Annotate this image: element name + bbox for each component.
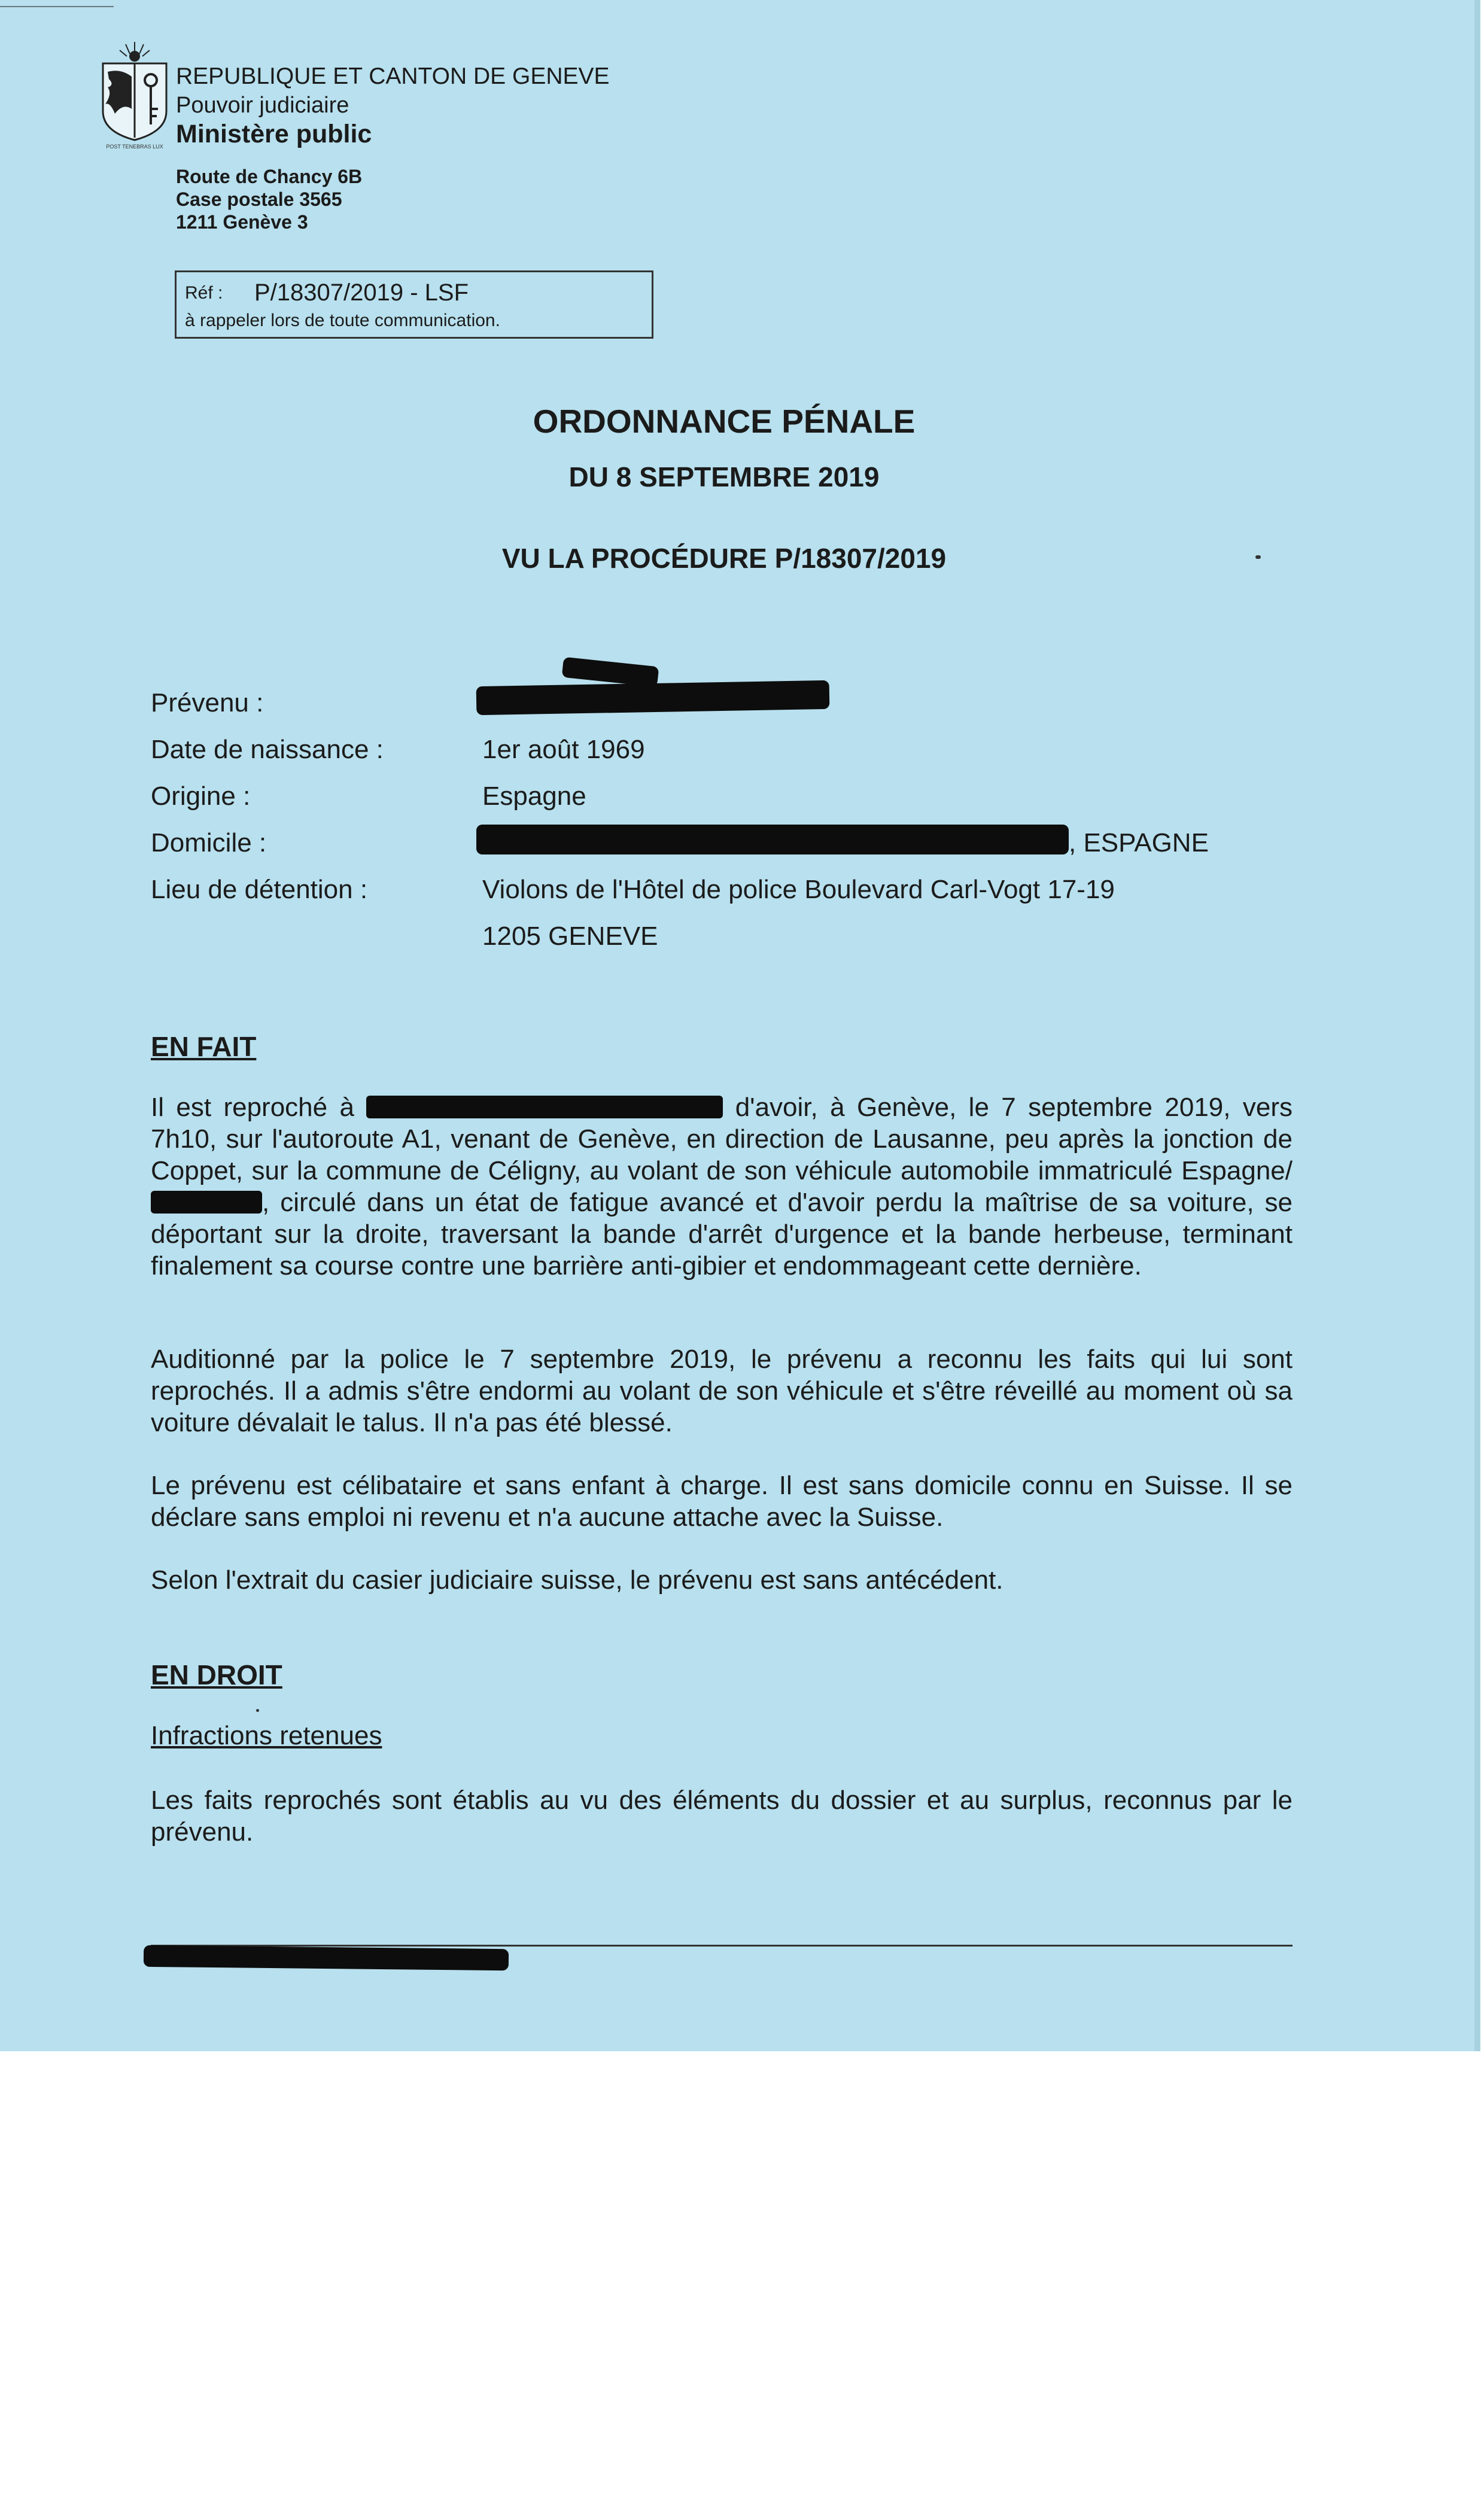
origin-label: Origine : <box>151 781 251 811</box>
redaction-footer <box>144 1945 509 1970</box>
birth-date-label: Date de naissance : <box>151 735 384 764</box>
geneva-crest-logo <box>97 37 172 150</box>
procedure-reference: VU LA PROCÉDURE P/18307/2019 <box>501 543 947 574</box>
birth-date-value: 1er août 1969 <box>482 735 645 764</box>
reference-label: Réf : <box>185 283 223 303</box>
prevenu-label: Prévenu : <box>151 688 264 717</box>
detention-label: Lieu de détention : <box>151 875 368 904</box>
issuer-line-ministry: Ministère public <box>176 120 372 148</box>
reference-note: à rappeler lors de toute communication. <box>185 311 500 330</box>
section-heading-en-droit: EN DROIT <box>151 1659 282 1690</box>
facts-paragraph-3: Le prévenu est célibataire et sans enfant à charge. Il est sans domicile connu en Suisse. Il se déclare sans emploi ni revenu et n'a aucune attache avec la Suisse. <box>151 1471 1293 1532</box>
document-date: DU 8 SEPTEMBRE 2019 <box>568 461 880 492</box>
facts-text: Il est reproché à <box>151 1093 354 1122</box>
reference-box <box>175 270 653 339</box>
scan-artifact-line <box>0 6 114 7</box>
issuer-address <box>176 165 362 233</box>
scan-speck <box>1255 555 1261 559</box>
page-edge-shadow <box>1474 0 1480 2051</box>
issuer-header <box>176 62 610 148</box>
address-line: Case postale 3565 <box>176 188 342 210</box>
section-heading-en-fait: EN FAIT <box>151 1031 257 1062</box>
redaction-name-inline <box>366 1096 723 1118</box>
domicile-country: , ESPAGNE <box>1069 828 1209 857</box>
footer-rule <box>151 1945 1293 1947</box>
facts-paragraph-1 <box>151 1091 1293 1282</box>
origin-value: Espagne <box>482 781 586 811</box>
address-line: Route de Chancy 6B <box>176 166 363 187</box>
facts-text: d'avoir, à Genève, le 7 septembre 2019, vers 7h10, sur l'autoroute A1, venant de Genève, en direction de Lausanne, peu après la jonction de Coppet, sur la commune de Céligny, au volant de son véhicule automobile immatriculé Espagne/ <box>151 1093 1293 1185</box>
detention-city: 1205 GENEVE <box>482 922 658 951</box>
svg-text:POST TENEBRAS LUX: POST TENEBRAS LUX <box>106 144 163 150</box>
facts-paragraph-2: Auditionné par la police le 7 septembre 2019, le prévenu a reconnu les faits qui lui sont reprochés. Il a admis s'être endormi au volant de son véhicule et s'être réveillé au moment où sa voiture dévalait le talus. Il n'a pas été blessé. <box>151 1345 1293 1437</box>
subsection-heading-infractions: Infractions retenues <box>151 1721 382 1750</box>
redaction-plate <box>151 1191 262 1214</box>
issuer-line-republic: REPUBLIQUE ET CANTON DE GENEVE <box>176 63 610 89</box>
facts-paragraph-4: Selon l'extrait du casier judiciaire suisse, le prévenu est sans antécédent. <box>151 1565 1003 1595</box>
issuer-line-judiciary: Pouvoir judiciaire <box>176 93 349 118</box>
address-line: 1211 Genève 3 <box>176 211 308 233</box>
redaction-scribble <box>562 657 659 688</box>
document-title: ORDONNANCE PÉNALE <box>533 403 916 440</box>
scan-speck <box>256 1709 259 1712</box>
detention-place: Violons de l'Hôtel de police Boulevard Carl-Vogt 17-19 <box>482 875 1115 904</box>
redaction-domicile <box>476 825 1069 854</box>
facts-text: , circulé dans un état de fatigue avancé et d'avoir perdu la maîtrise de sa voiture, se déportant sur la droite, traversant la bande d'arrêt d'urgence et la bande herbeuse, terminant finalement sa course contre une barrière anti-gibier et endommageant cette dernière. <box>151 1188 1293 1281</box>
domicile-label: Domicile : <box>151 828 267 857</box>
reference-value: P/18307/2019 - LSF <box>254 279 469 306</box>
law-paragraph-1: Les faits reprochés sont établis au vu des éléments du dossier et au surplus, reconnus par le prévenu. <box>151 1786 1293 1847</box>
